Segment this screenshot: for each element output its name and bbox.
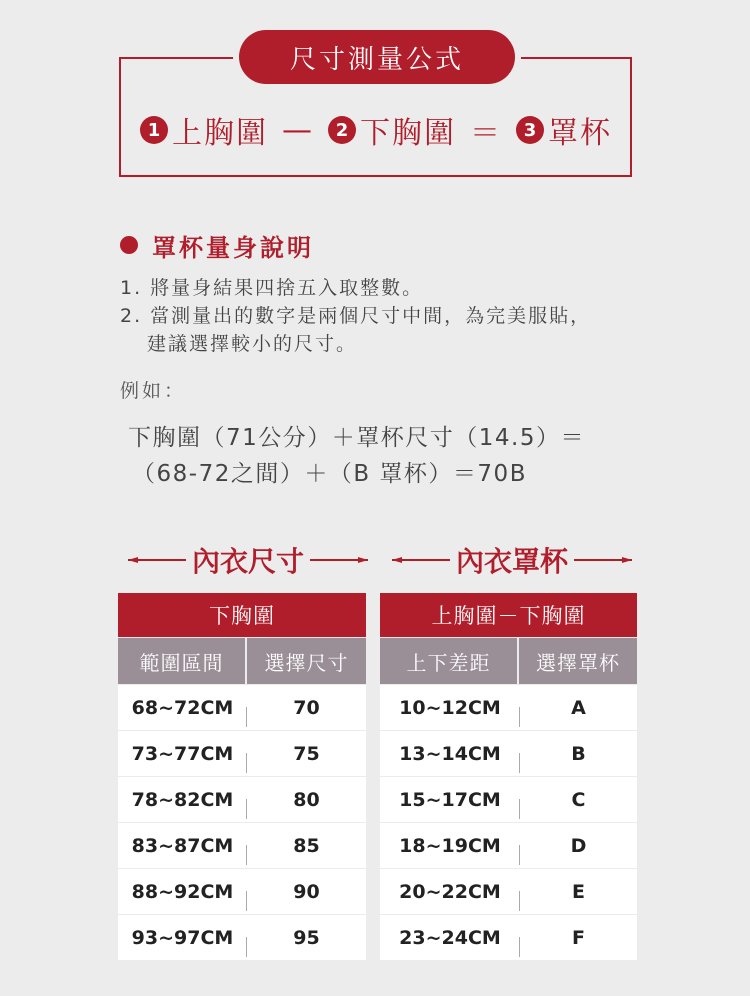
formula-equals: ＝ — [470, 116, 502, 151]
example-line-2: （68-72之間）＋（B 罩杯）＝70B — [132, 461, 527, 487]
left-table-title-text: 內衣尺寸 — [192, 545, 305, 578]
band-size-column-header: 選擇尺寸 — [247, 638, 366, 684]
number-1-icon: 1 — [140, 116, 168, 144]
difference-cell: 15~17CM — [380, 789, 520, 811]
range-cell: 93~97CM — [118, 927, 247, 949]
table-row — [380, 915, 637, 960]
size-cell: 75 — [293, 742, 320, 765]
table-row — [118, 869, 366, 914]
formula-minus: — — [282, 112, 314, 148]
table-row — [380, 777, 637, 822]
range-cell: 88~92CM — [118, 881, 247, 903]
size-cell: 70 — [293, 696, 320, 719]
explain-heading — [120, 228, 314, 262]
example-line-1: 下胸圍（71公分）＋罩杯尺寸（14.5）＝ — [128, 425, 585, 451]
explain-notes — [120, 274, 680, 358]
cup-table-subheader — [380, 638, 637, 684]
example-label: 例如： — [120, 380, 187, 402]
cup-select-column-header: 選擇罩杯 — [519, 638, 637, 684]
cup-table-header: 上胸圍－下胸圍 — [380, 593, 637, 637]
formula-expression — [140, 108, 620, 152]
cup-cell: C — [571, 788, 586, 811]
table-row — [118, 685, 366, 730]
table-row — [118, 731, 366, 776]
range-cell: 68~72CM — [118, 697, 247, 719]
cup-cell: E — [572, 880, 585, 903]
cup-cell: B — [571, 742, 586, 765]
table-row — [380, 685, 637, 730]
band-size-table — [118, 593, 366, 960]
left-table-title — [128, 540, 368, 580]
table-row — [118, 823, 366, 868]
right-table-title — [392, 540, 632, 580]
size-cell: 85 — [293, 834, 320, 857]
band-table-subheader — [118, 638, 366, 684]
cup-cell: F — [572, 926, 585, 949]
range-cell: 83~87CM — [118, 835, 247, 857]
range-cell: 73~77CM — [118, 743, 247, 765]
formula-cup: 罩杯 — [548, 116, 612, 151]
title-line-left — [128, 559, 186, 561]
difference-cell: 18~19CM — [380, 835, 520, 857]
note-2-continued: 建議選擇較小的尺寸。 — [147, 333, 358, 355]
table-row — [380, 823, 637, 868]
band-table-header: 下胸圍 — [118, 593, 366, 637]
difference-cell: 10~12CM — [380, 697, 520, 719]
title-line-right — [574, 559, 632, 561]
table-row — [380, 869, 637, 914]
formula-upper-bust: 上胸圍 — [172, 116, 268, 151]
right-table-title-text: 內衣罩杯 — [456, 545, 569, 578]
table-row — [380, 731, 637, 776]
difference-cell: 20~22CM — [380, 881, 520, 903]
cup-size-table — [380, 593, 637, 960]
title-line-left — [392, 559, 450, 561]
size-cell: 90 — [293, 880, 320, 903]
number-3-icon: 3 — [516, 116, 544, 144]
cup-cell: D — [570, 834, 587, 857]
note-2: 2. 當測量出的數字是兩個尺寸中間，為完美服貼， — [120, 305, 592, 327]
note-1: 1. 將量身結果四捨五入取整數。 — [120, 277, 424, 299]
band-range-column-header: 範圍區間 — [118, 638, 245, 684]
difference-cell: 23~24CM — [380, 927, 520, 949]
cup-difference-column-header: 上下差距 — [380, 638, 517, 684]
formula-title: 尺寸測量公式 — [239, 30, 515, 84]
example-text — [128, 420, 648, 492]
formula-under-bust: 下胸圍 — [360, 116, 456, 151]
table-row — [118, 915, 366, 960]
size-cell: 80 — [293, 788, 320, 811]
table-row — [118, 777, 366, 822]
size-cell: 95 — [293, 926, 320, 949]
cup-cell: A — [571, 696, 586, 719]
title-line-right — [310, 559, 368, 561]
bullet-dot-icon — [120, 236, 138, 254]
explain-heading-text: 罩杯量身說明 — [152, 233, 314, 262]
range-cell: 78~82CM — [118, 789, 247, 811]
difference-cell: 13~14CM — [380, 743, 520, 765]
number-2-icon: 2 — [328, 116, 356, 144]
